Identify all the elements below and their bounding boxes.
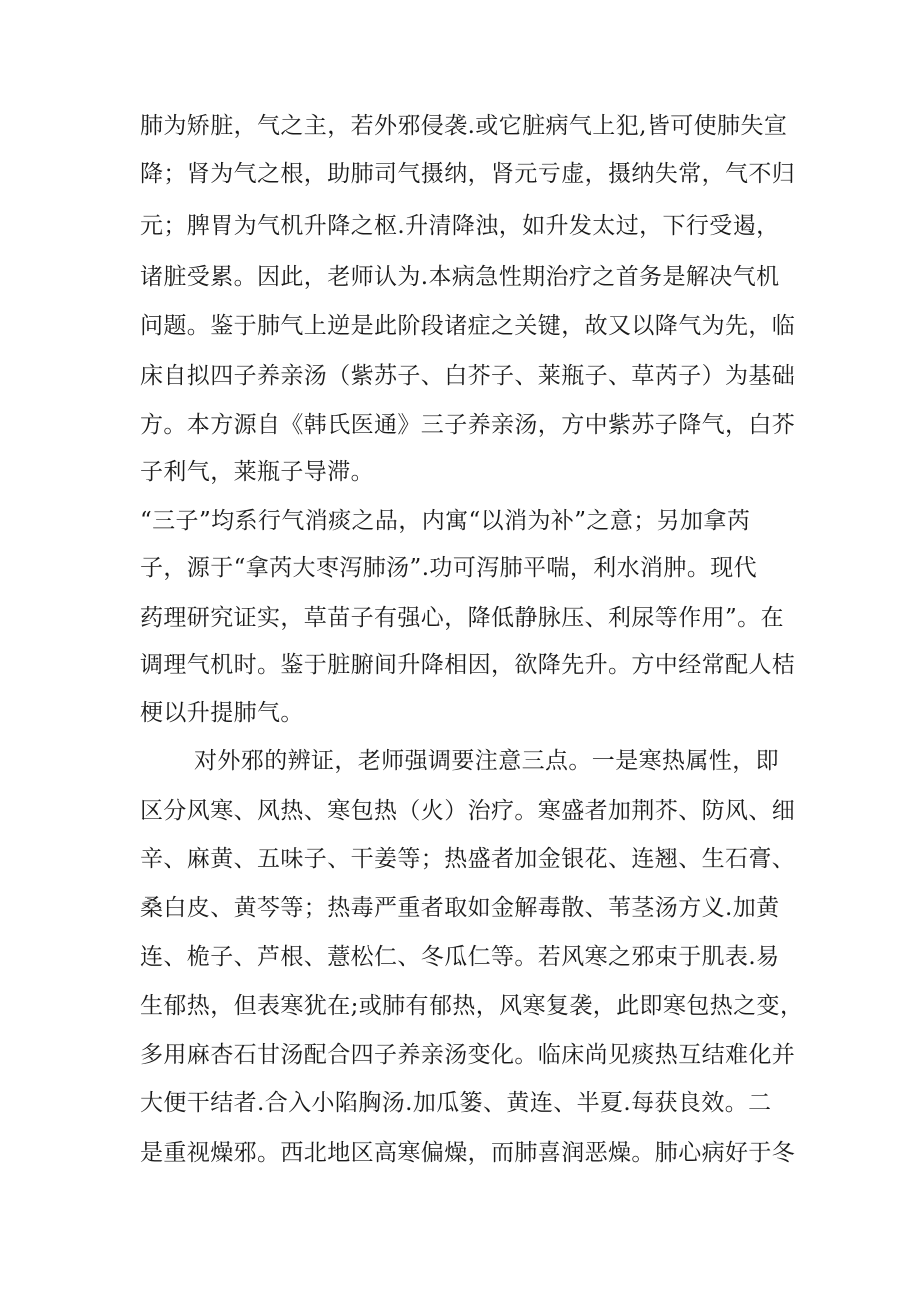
text-line-19: 生郁热，但表寒犹在;或肺有郁热，风寒复袭，此即寒包热之变， bbox=[140, 993, 804, 1019]
text-line-2: 降；肾为气之根，助肺司气摄纳，肾元亏虚，摄纳失常，气不归 bbox=[140, 161, 796, 187]
text-line-10: 子，源于“拿芮大枣泻肺汤”.功可泻肺平喘，利水消肿。现代 bbox=[140, 555, 758, 581]
text-line-17: 桑白皮、黄芩等；热毒严重者取如金解毒散、苇茎汤方义.加黄 bbox=[140, 895, 780, 921]
text-line-21: 大便干结者.合入小陷胸汤.加瓜篓、黄连、半夏.每获良效。二 bbox=[140, 1090, 772, 1116]
text-line-12: 调理气机时。鉴于脏腑间升降相因，欲降先升。方中经常配人桔 bbox=[140, 652, 796, 678]
text-line-20: 多用麻杏石甘汤配合四子养亲汤变化。临床尚见痰热互结难化并 bbox=[140, 1042, 796, 1068]
text-line-16: 辛、麻黄、五味子、干姜等；热盛者加金银花、连翘、生石膏、 bbox=[140, 846, 796, 872]
text-line-11: 药理研究证实，草苗子有强心，降低静脉压、利尿等作用”。在 bbox=[140, 605, 784, 631]
text-line-14: 对外邪的辨证，老师强调要注意三点。一是寒热属性，即 bbox=[194, 748, 779, 774]
text-line-6: 床自拟四子养亲汤（紫苏子、白芥子、莱瓶子、草芮子）为基础 bbox=[140, 363, 796, 389]
text-line-8: 子利气，莱瓶子导滞。 bbox=[140, 459, 374, 485]
text-line-5: 问题。鉴于肺气上逆是此阶段诸症之关键，故又以降气为先，临 bbox=[140, 313, 796, 339]
text-line-3: 元；脾胃为气机升降之枢.升清降浊，如升发太过，下行受遏， bbox=[140, 213, 780, 239]
text-line-13: 梗以升提肺气。 bbox=[140, 700, 304, 726]
text-line-22: 是重视燥邪。西北地区高寒偏燥，而肺喜润恶燥。肺心病好于冬 bbox=[140, 1140, 796, 1166]
text-line-15: 区分风寒、风热、寒包热（火）治疗。寒盛者加荆芥、防风、细 bbox=[140, 798, 796, 824]
text-line-1: 肺为矫脏，气之主，若外邪侵袭.或它脏病气上犯,皆可使肺失宣 bbox=[140, 113, 788, 139]
text-line-7: 方。本方源自《韩氏医通》三子养亲汤，方中紫苏子降气，白芥 bbox=[140, 412, 796, 438]
text-line-18: 连、桅子、芦根、薏松仁、冬瓜仁等。若风寒之邪束于肌表.易 bbox=[140, 944, 780, 970]
text-line-9: “三子”均系行气消痰之品，内寓“以消为补”之意；另加拿芮 bbox=[140, 508, 751, 534]
text-line-4: 诸脏受累。因此，老师认为.本病急性期治疗之首务是解决气机 bbox=[140, 264, 780, 290]
